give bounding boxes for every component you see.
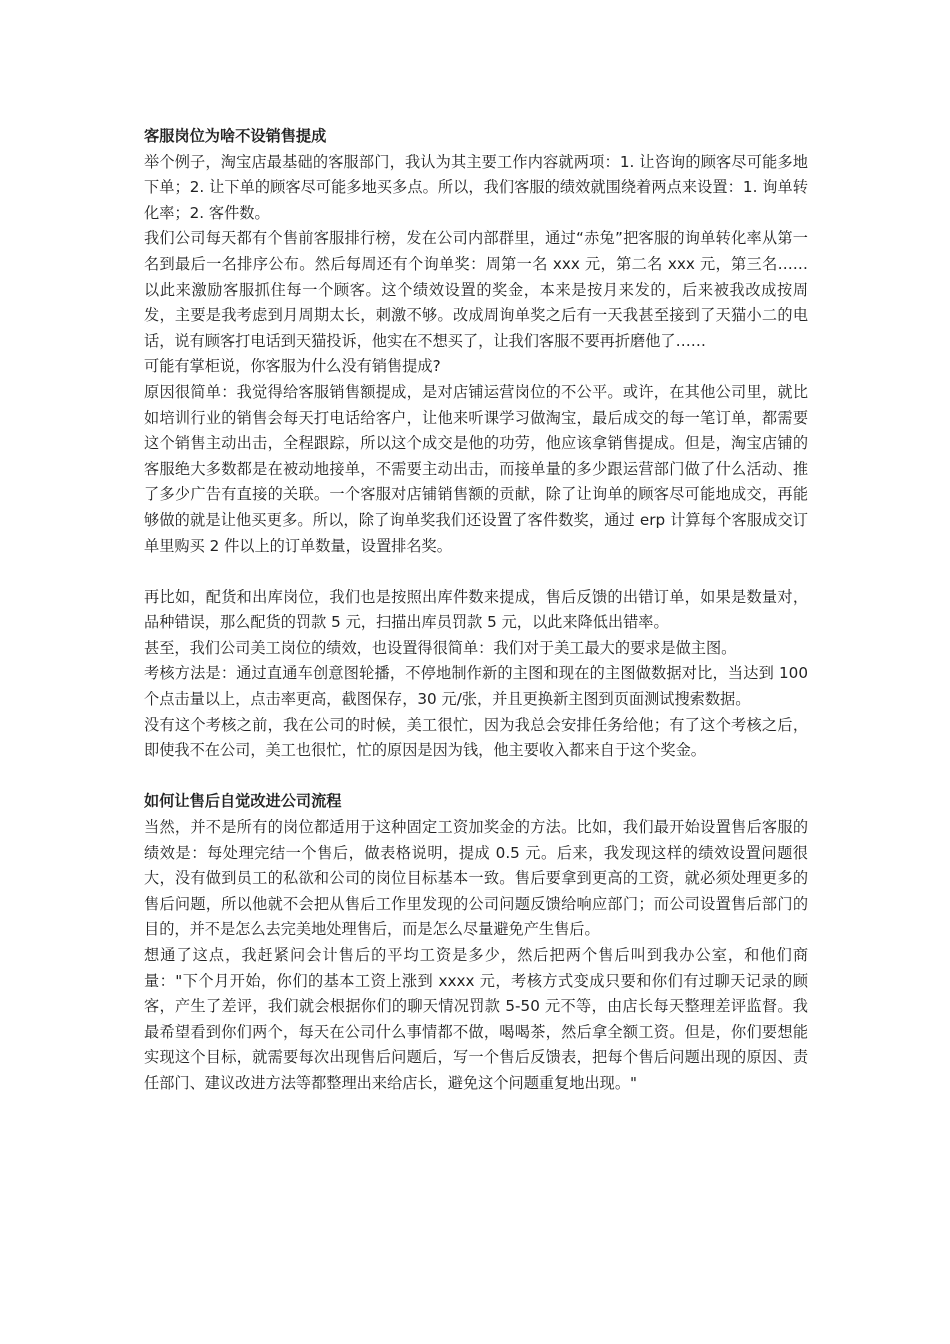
paragraph: 没有这个考核之前，我在公司的时候，美工很忙，因为我总会安排任务给他；有了这个考核之后，即使我不在公司，美工也很忙，忙的原因是因为钱，他主要收入都来自于这个奖金。 — [144, 715, 808, 760]
document-page — [144, 124, 808, 1097]
paragraph: 当然，并不是所有的岗位都适用于这种固定工资加奖金的方法。比如，我们最开始设置售后客服的绩效是：每处理完结一个售后，做表格说明，提成 0.5 元。后来，我发现这样的绩效设置问题很大，没有做到员工的私欲和公司的岗位目标基本一致。售后要拿到更高的工资，就必须处理更多的售后问题，所以他就不会把从售后工作里发现的公司问题反馈给响应部门；而公司设置售后部门的目的，并不是怎么去完美地处理售后，而是怎么尽量避免产生售后。 — [144, 818, 808, 939]
paragraph: 考核方法是：通过直通车创意图轮播，不停地制作新的主图和现在的主图做数据对比，当达到 100 个点击量以上，点击率更高，截图保存，30 元/张，并且更换新主图到页面测试搜索数据。 — [144, 664, 808, 709]
paragraph: 再比如，配货和出库岗位，我们也是按照出库件数来提成，售后反馈的出错订单，如果是数量对，品种错误，那么配货的罚款 5 元，扫描出库员罚款 5 元，以此来降低出错率。 — [144, 587, 808, 632]
paragraph: 原因很简单：我觉得给客服销售额提成，是对店铺运营岗位的不公平。或许，在其他公司里，就比如培训行业的销售会每天打电话给客户，让他来听课学习做淘宝，最后成交的每一笔订单，都需要这个销售主动出击，全程跟踪，所以这个成交是他的功劳，他应该拿销售提成。但是，淘宝店铺的客服绝大多数都是在被动地接单，不需要主动出击，而接单量的多少跟运营部门做了什么活动、推了多少广告有直接的关联。一个客服对店铺销售额的贡献，除了让询单的顾客尽可能地成交，再能够做的就是让他买更多。所以，除了询单奖我们还设置了客件数奖，通过 erp 计算每个客服成交订单里购买 2 件以上的订单数量，设置排名奖。 — [144, 382, 808, 555]
section-heading: 客服岗位为啥不设销售提成 — [144, 127, 327, 145]
paragraph: 可能有掌柜说，你客服为什么没有销售提成? — [144, 357, 441, 376]
section-heading: 如何让售后自觉改进公司流程 — [144, 792, 342, 811]
paragraph: 想通了这点，我赶紧问会计售后的平均工资是多少，然后把两个售后叫到我办公室，和他们商量："下个月开始，你们的基本工资上涨到 xxxx 元，考核方式变成只要和你们有过聊天记录的顾客，产生了差评，我们就会根据你们的聊天情况罚款 5-50 元不等，由店长每天整理差评监督。我最希望看到你们两个，每天在公司什么事情都不做，喝喝茶，然后拿全额工资。但是，你们要想能实现这个目标，就需要每次出现售后问题后，写一个售后反馈表，把每个售后问题出现的原因、责任部门、建议改进方法等都整理出来给店长，避免这个问题重复地出现。" — [144, 946, 808, 1092]
paragraph: 我们公司每天都有个售前客服排行榜，发在公司内部群里，通过“赤兔”把客服的询单转化率从第一名到最后一名排序公布。然后每周还有个询单奖：周第一名 xxx 元，第二名 xxx 元，第三名……以此来激励客服抓住每一个顾客。这个绩效设置的奖金，本来是按月来发的，后来被我改成按周发，主要是我考虑到月周期太长，刺激不够。改成周询单奖之后有一天我甚至接到了天猫小二的电话，说有顾客打电话到天猫投诉，他实在不想买了，让我们客服不要再折磨他了…… — [144, 229, 808, 350]
paragraph: 举个例子，淘宝店最基础的客服部门，我认为其主要工作内容就两项：1. 让咨询的顾客尽可能多地下单；2. 让下单的顾客尽可能多地买多点。所以，我们客服的绩效就围绕着两点来设置：1. 询单转化率；2. 客件数。 — [144, 152, 808, 222]
paragraph-spacer — [144, 559, 808, 585]
paragraph-spacer — [144, 764, 808, 790]
paragraph: 甚至，我们公司美工岗位的绩效，也设置得很简单：我们对于美工最大的要求是做主图。 — [144, 638, 737, 657]
